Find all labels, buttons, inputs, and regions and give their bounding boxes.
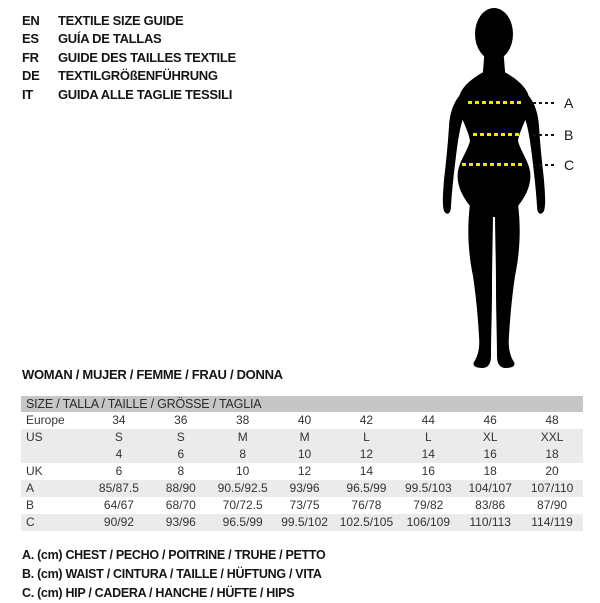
size-table-header: SIZE / TALLA / TAILLE / GRÖSSE / TAGLIA <box>21 396 583 412</box>
table-cell: 44 <box>421 413 435 427</box>
table-cell: 8 <box>239 447 247 461</box>
table-cell: 110/113 <box>469 515 511 529</box>
table-cell: 99.5/103 <box>404 481 452 495</box>
table-row-waist-b <box>21 497 583 514</box>
row-label: A <box>26 481 35 495</box>
table-cell: 16 <box>421 464 435 478</box>
lang-code: EN <box>22 12 40 28</box>
lang-label: GUIDA ALLE TAGLIE TESSILI <box>58 86 233 102</box>
table-cell: S <box>114 430 123 444</box>
woman-silhouette-image <box>430 4 560 370</box>
row-label: UK <box>26 464 43 478</box>
measurement-figure <box>430 4 595 374</box>
size-table <box>21 396 583 531</box>
lang-row-en <box>22 11 236 30</box>
table-cell: 96.5/99 <box>346 481 387 495</box>
table-cell: 14 <box>421 447 435 461</box>
table-cell: 34 <box>112 413 126 427</box>
table-cell: 38 <box>236 413 250 427</box>
table-cell: 10 <box>297 447 312 461</box>
table-row-hip-c <box>21 514 583 531</box>
waist-pointer-dots <box>533 134 557 136</box>
lang-label: TEXTILE SIZE GUIDE <box>58 12 184 28</box>
table-cell: XL <box>482 430 498 444</box>
lang-code: IT <box>22 86 33 102</box>
table-cell: 104/107 <box>468 481 512 495</box>
table-cell: 18 <box>483 464 497 478</box>
language-list <box>22 11 236 104</box>
table-cell: 16 <box>483 447 497 461</box>
table-cell: 107/110 <box>530 481 574 495</box>
lang-code: ES <box>22 31 39 47</box>
table-cell: S <box>176 430 185 444</box>
section-title: WOMAN / MUJER / FEMME / FRAU / DONNA <box>22 367 283 382</box>
table-cell: 10 <box>236 464 250 478</box>
lang-row-es <box>22 30 236 49</box>
hip-pointer-dots <box>533 164 557 166</box>
table-row-uk <box>21 463 583 480</box>
legend-hip: C. (cm) HIP / CADERA / HANCHE / HÜFTE / HIPS <box>22 586 295 600</box>
table-cell: 73/75 <box>289 498 320 512</box>
table-cell: 96.5/99 <box>222 515 263 529</box>
table-row-chest-a <box>21 480 583 497</box>
legend-chest: A. (cm) CHEST / PECHO / POITRINE / TRUHE / PETTO <box>22 548 326 562</box>
table-cell: 85/87.5 <box>98 481 139 495</box>
table-cell: 90.5/92.5 <box>217 481 268 495</box>
table-cell: M <box>237 430 248 444</box>
table-row-us-numbers <box>21 446 583 463</box>
table-cell: 106/109 <box>406 515 450 529</box>
chest-pointer-dots <box>533 102 557 104</box>
legend-waist: B. (cm) WAIST / CINTURA / TAILLE / HÜFTUNG / VITA <box>22 567 322 581</box>
table-row-us-letters <box>21 429 583 446</box>
table-cell: 68/70 <box>165 498 196 512</box>
row-label: B <box>26 498 35 512</box>
table-cell: 8 <box>177 464 185 478</box>
table-cell: 6 <box>177 447 185 461</box>
table-cell: 114/119 <box>531 515 573 529</box>
table-cell: 36 <box>174 413 188 427</box>
table-cell: 6 <box>115 464 123 478</box>
lang-label: TEXTILGRÖßENFÜHRUNG <box>58 68 218 84</box>
lang-code: FR <box>22 49 39 65</box>
table-cell: M <box>299 430 310 444</box>
table-cell: 48 <box>545 413 559 427</box>
lang-code: DE <box>22 68 40 84</box>
measure-label-a: A <box>564 95 574 111</box>
waist-dashed-line <box>473 133 519 136</box>
measure-label-c: C <box>564 157 575 173</box>
table-cell: 70/72.5 <box>222 498 263 512</box>
table-cell: 93/96 <box>165 515 196 529</box>
table-cell: 42 <box>359 413 374 427</box>
measurement-legend <box>22 546 325 603</box>
table-cell: 12 <box>297 464 312 478</box>
table-cell: 87/90 <box>537 498 568 512</box>
table-cell: 20 <box>545 464 559 478</box>
table-cell: 90/92 <box>103 515 134 529</box>
table-cell: 99.5/102 <box>281 515 328 529</box>
table-cell: L <box>363 430 370 444</box>
chest-dashed-line <box>468 101 524 104</box>
table-cell: 40 <box>297 413 312 427</box>
row-label: US <box>26 430 43 444</box>
table-cell: 4 <box>115 447 123 461</box>
table-cell: 83/86 <box>475 498 506 512</box>
table-cell: 76/78 <box>351 498 382 512</box>
lang-row-it <box>22 85 236 104</box>
table-cell: L <box>424 430 432 444</box>
table-cell: 88/90 <box>165 481 196 495</box>
table-row-europe <box>21 412 583 429</box>
table-cell: 93/96 <box>289 481 320 495</box>
lang-row-fr <box>22 48 236 67</box>
table-cell: 14 <box>359 464 374 478</box>
measure-label-b: B <box>564 127 574 143</box>
hip-dashed-line <box>462 163 524 166</box>
table-cell: 79/82 <box>413 498 444 512</box>
row-label <box>21 446 88 463</box>
lang-row-de <box>22 67 236 86</box>
lang-label: GUÍA DE TALLAS <box>58 31 162 47</box>
row-label: Europe <box>26 413 65 427</box>
table-cell: 12 <box>359 447 374 461</box>
table-cell: XXL <box>540 430 564 444</box>
lang-label: GUIDE DES TAILLES TEXTILE <box>58 49 236 65</box>
table-cell: 46 <box>483 413 497 427</box>
table-cell: 102.5/105 <box>339 515 394 529</box>
row-label: C <box>26 515 35 529</box>
table-cell: 18 <box>545 447 559 461</box>
table-cell: 64/67 <box>103 498 134 512</box>
